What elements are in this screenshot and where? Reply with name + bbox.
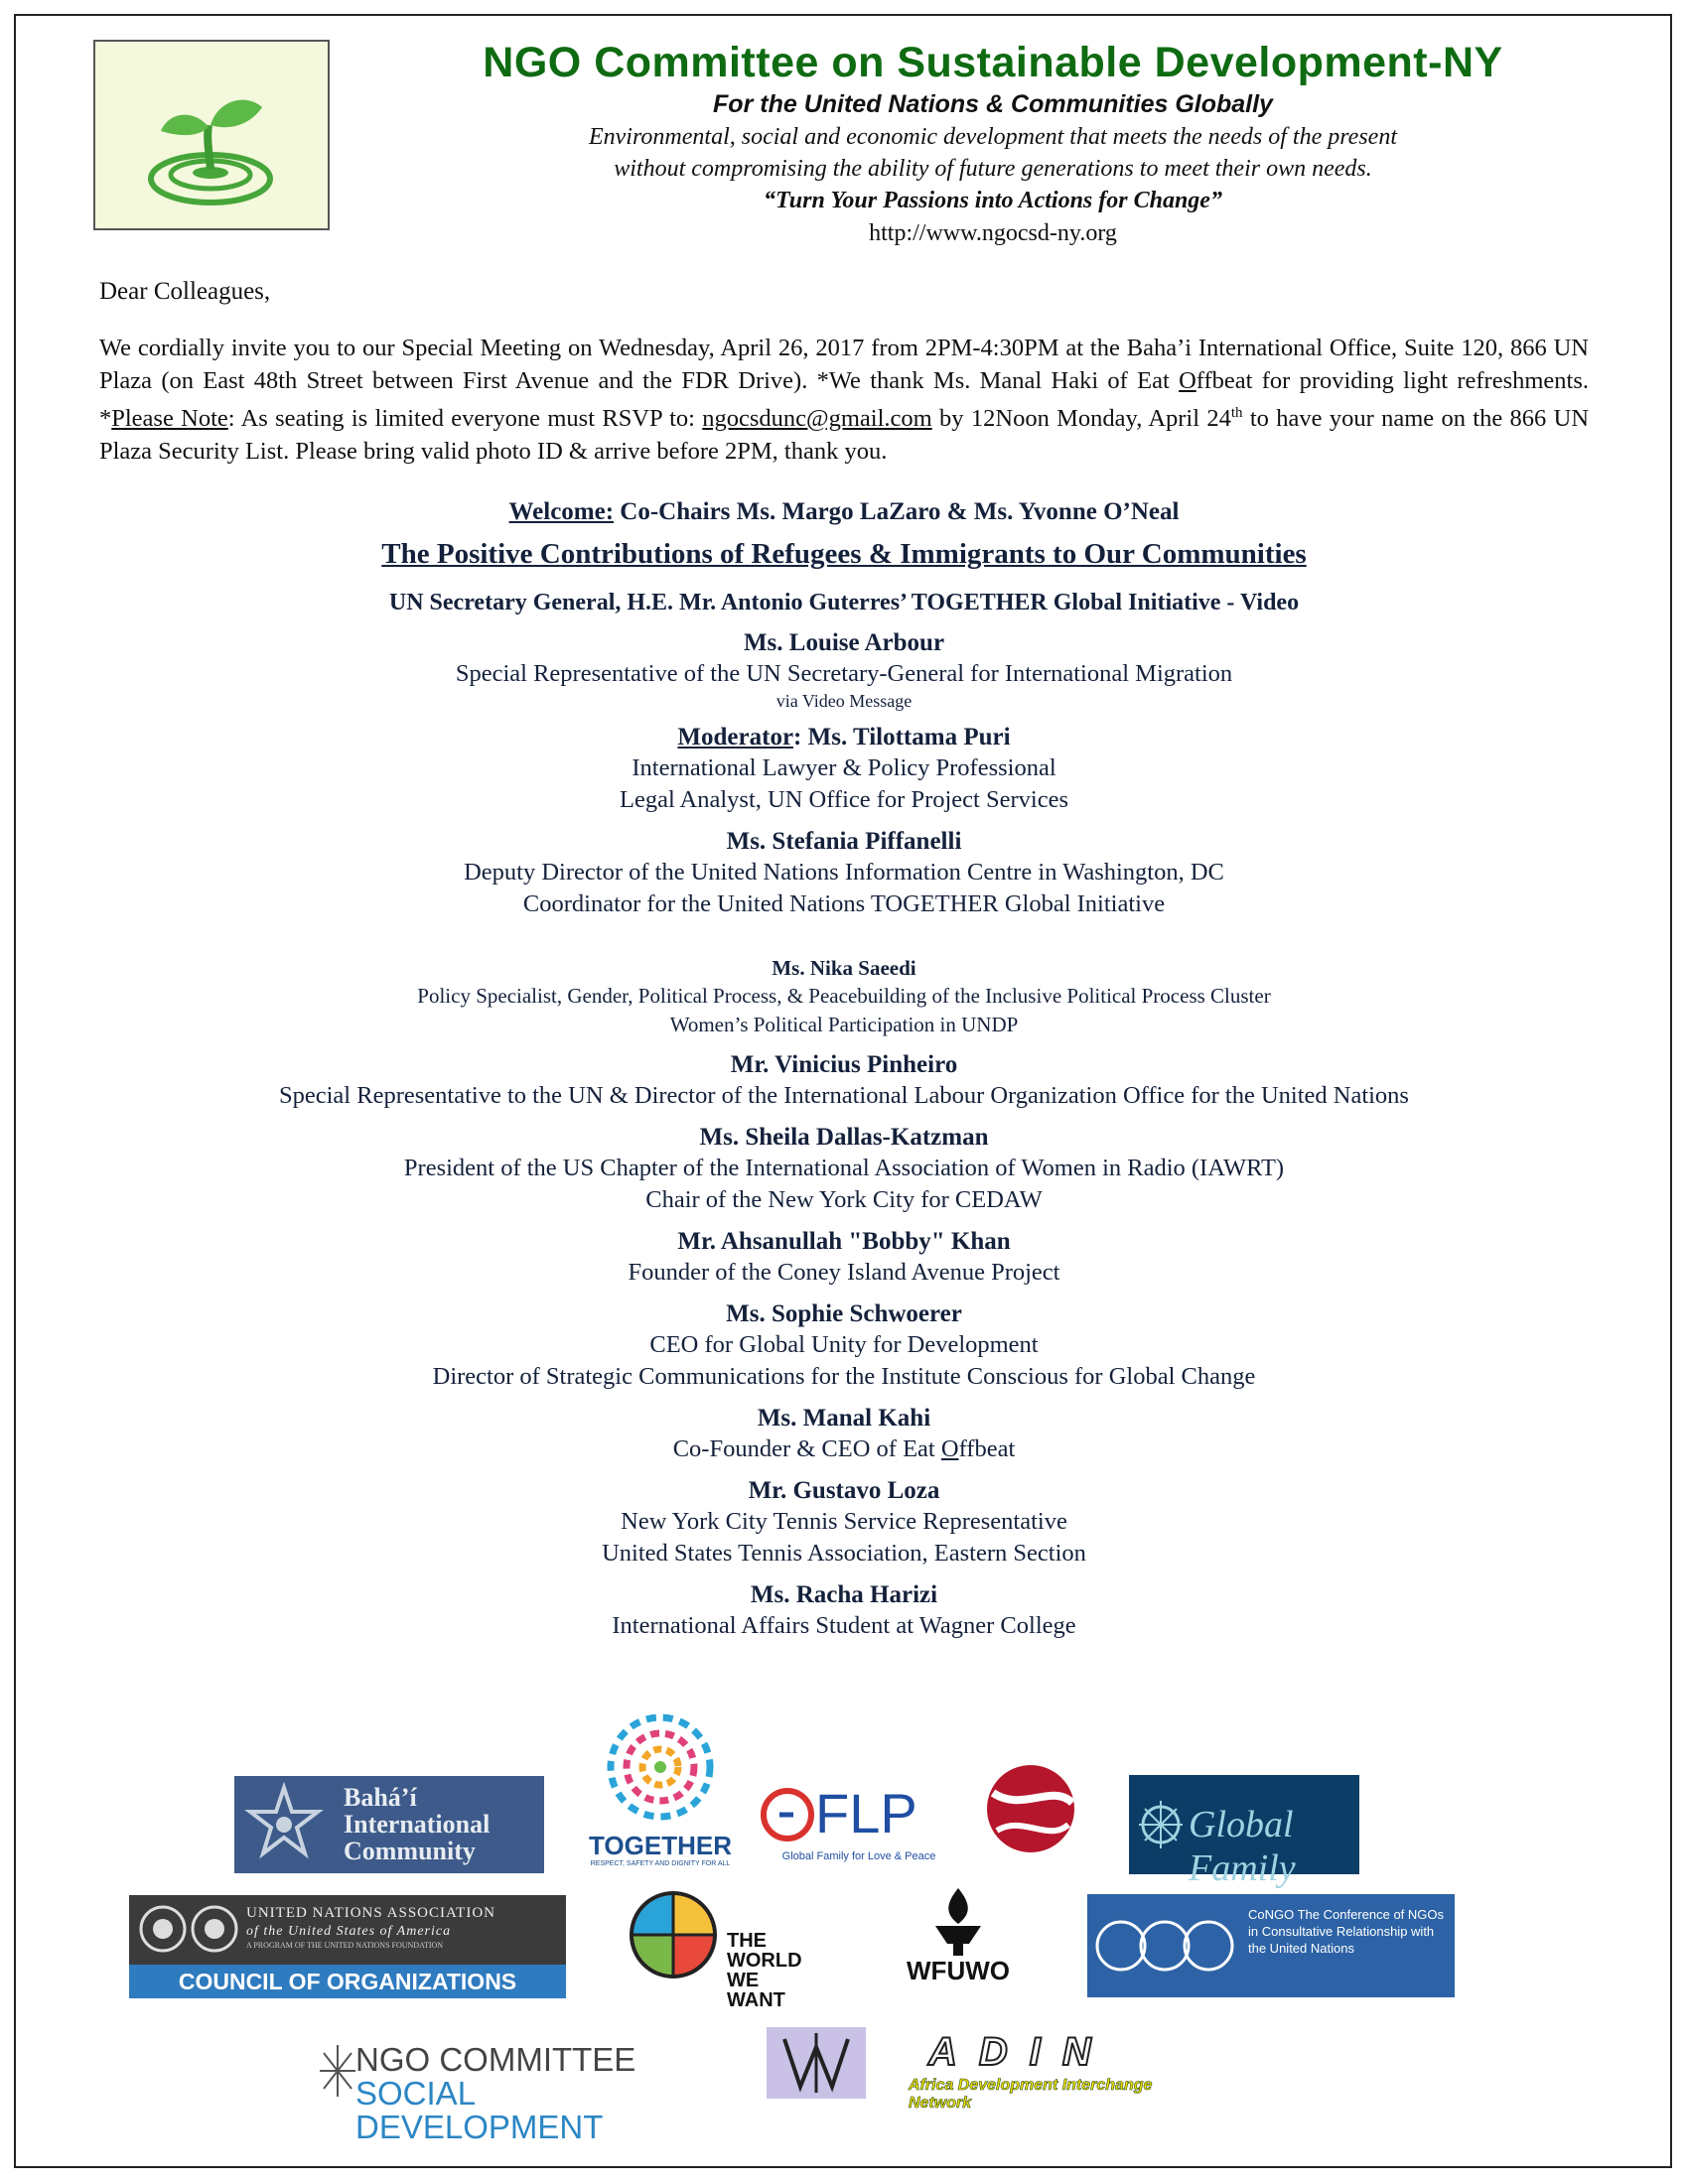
- org-slogan: “Turn Your Passions into Actions for Change”: [764, 188, 1222, 213]
- meeting-theme: The Positive Contributions of Refugees & Immigrants to Our Communities: [381, 538, 1307, 570]
- together-logo: TOGETHER RESPECT, SAFETY AND DIGNITY FOR ALL: [586, 1709, 735, 1870]
- adin-logo: ADIN Africa Development Interchange Network: [909, 2030, 1153, 2112]
- speaker-arbour: Ms. Louise Arbour Special Representative of the UN Secretary-General for International Migration via Video Message: [455, 629, 1233, 711]
- colorful-globe-icon: [624, 1883, 727, 1994]
- sg-video-line: UN Secretary General, H.E. Mr. Antonio Guterres’ TOGETHER Global Initiative - Video: [388, 590, 1300, 615]
- red-circle-logo: [983, 1753, 1078, 1870]
- org-title: NGO Committee on Sustainable Development-NY: [483, 39, 1503, 86]
- purple-monogram-logo: [767, 2027, 866, 2099]
- speaker-schwoerer: Ms. Sophie Schwoerer CEO for Global Unity for Development Director of Strategic Communications for the Institute Conscious for Global Change: [432, 1300, 1256, 1390]
- bahai-logo: Bahá’í International Community: [234, 1776, 544, 1873]
- program: [99, 496, 1589, 1642]
- org-url[interactable]: http://www.ngocsd-ny.org: [869, 220, 1117, 246]
- wfuwo-logo: WFUWO: [886, 1884, 1031, 1989]
- snowflake-icon: [1133, 1775, 1189, 1874]
- sprout-icon: [95, 42, 328, 228]
- speaker-loza: Mr. Gustavo Loza New York City Tennis Service Representative United States Tennis Association, Eastern Section: [602, 1477, 1086, 1567]
- please-note: Please Note: [111, 405, 228, 433]
- un-seal-icon: [133, 1895, 242, 1965]
- unausa-logo: UNITED NATIONS ASSOCIATION of the United States of America A PROGRAM OF THE UNITED NATIONS FOUNDATION COUNCIL OF ORGANIZATIONS: [129, 1895, 566, 1998]
- org-description-1: Environmental, social and economic development that meets the needs of the present: [588, 124, 1397, 150]
- invitation-paragraph: We cordially invite you to our Special Meeting on Wednesday, April 26, 2017 from 2PM-4:30PM at the Baha’i International Office, Suite 120, 866 UN Plaza (on East 48th Street between First Avenue and the FDR Drive). *We thank Ms. Manal Haki of Eat Offbeat for providing light refreshments. *Please Note: As seating is limited everyone must RSVP to: ngocsdunc@gmail.com by 12Noon Monday, April 24th to have your name on the 866 UN Plaza Security List. Please bring valid photo ID & arrive before 2PM, thank you.: [99, 335, 1590, 465]
- ngo-social-development-logo: NGO COMMITTEE SOCIAL DEVELOPMENT: [318, 2035, 730, 2115]
- speaker-harizi: Ms. Racha Harizi International Affairs Student at Wagner College: [612, 1581, 1076, 1639]
- speaker-khan: Mr. Ahsanullah "Bobby" Khan Founder of the Coney Island Avenue Project: [628, 1228, 1060, 1286]
- speaker-pinheiro: Mr. Vinicius Pinheiro Special Representative to the UN & Director of the International Labour Organization Office for the United Nations: [279, 1051, 1409, 1109]
- speaker-katzman: Ms. Sheila Dallas-Katzman President of the US Chapter of the International Association of Women in Radio (IAWRT) Chair of the New York City for CEDAW: [403, 1124, 1285, 1213]
- welcome-line: Welcome: Co-Chairs Ms. Margo LaZaro & Ms. Yvonne O’Neal: [508, 498, 1180, 525]
- gfflp-logo: FLP Global Family for Love & Peace: [760, 1785, 958, 1868]
- speaker-saeedi: Ms. Nika Saeedi Policy Specialist, Gender, Political Process, & Peacebuilding of the Inclusive Political Process Cluster Women’s Political Participation in UNDP: [417, 956, 1271, 1036]
- red-globe-icon: [983, 1753, 1078, 1870]
- globe-heart-icon: [760, 1785, 819, 1844]
- congo-logo: CoNGO The Conference of NGOs in Consultative Relationship with the United Nations: [1087, 1894, 1455, 1997]
- org-subtitle: For the United Nations & Communities Globally: [713, 90, 1273, 118]
- global-family-logo: Global Family: [1129, 1775, 1359, 1874]
- people-circle-icon: [586, 1709, 735, 1831]
- world-we-want-logo: THE WORLD WE WANT: [624, 1883, 780, 1998]
- moderator-puri: Moderator: Ms. Tilottama Puri International Lawyer & Policy Professional Legal Analyst, UN Office for Project Services: [620, 724, 1068, 813]
- greeting: Dear Colleagues,: [99, 278, 271, 305]
- letterhead: [377, 38, 1609, 249]
- ngocsd-sprout-logo: [93, 40, 330, 230]
- torch-icon: [886, 1884, 1031, 1956]
- speaker-kahi: Ms. Manal Kahi Co-Founder & CEO of Eat Offbeat: [672, 1405, 1016, 1462]
- rsvp-email-link[interactable]: ngocsdunc@gmail.com: [702, 405, 932, 433]
- org-description-2: without compromising the ability of future generations to meet their own needs.: [614, 156, 1372, 182]
- speaker-piffanelli: Ms. Stefania Piffanelli Deputy Director of the United Nations Information Centre in Washington, DC Coordinator for the United Nations TOGETHER Global Initiative: [464, 828, 1224, 917]
- starburst-icon: [318, 2041, 357, 2101]
- monogram-icon: [767, 2027, 866, 2099]
- star-icon: [234, 1776, 334, 1873]
- ongo-circles-icon: [1091, 1894, 1240, 1997]
